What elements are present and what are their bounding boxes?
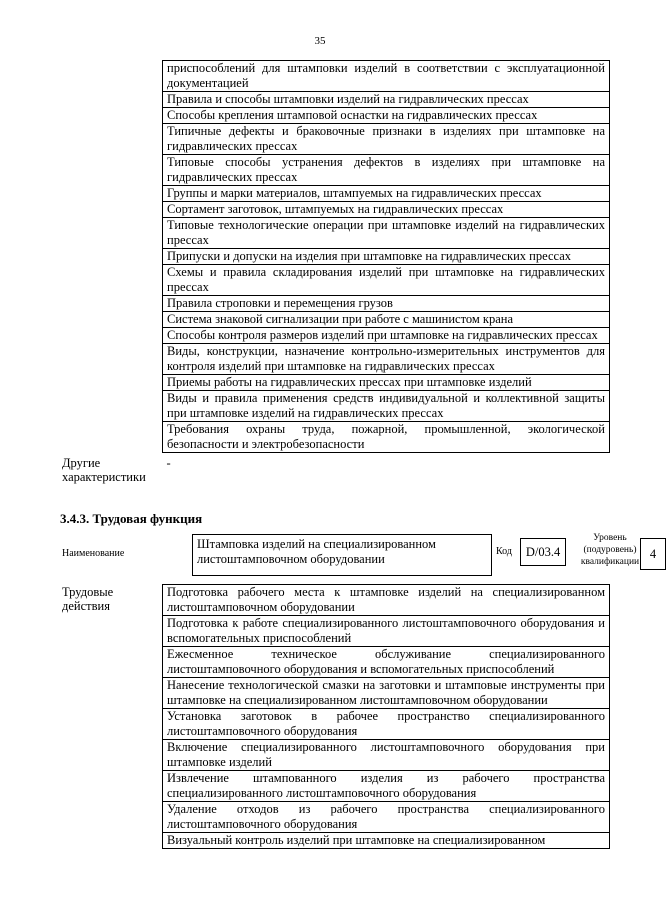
section-title: 3.4.3. Трудовая функция [60, 511, 203, 526]
list-item: Нанесение технологической смазки на заготовки и штамповые инструменты при штамповке на специализированном листоштамповочном оборудовании [163, 678, 610, 709]
list-item: Подготовка рабочего места к штамповке изделий на специализированном листоштамповочном оборудовании [163, 585, 610, 616]
page-number: 35 [314, 35, 326, 47]
list-item: приспособлений для штамповки изделий в соответствии с эксплуатационной документацией [163, 61, 610, 92]
table-row [58, 585, 610, 616]
table-row [58, 108, 610, 124]
list-item: Установка заготовок в рабочее пространство специализированного листоштамповочного оборудования [163, 709, 610, 740]
level-label: Уровень (подуровень) квалификации [580, 533, 640, 567]
table-row [58, 771, 610, 802]
table-row [58, 124, 610, 155]
table-row [58, 616, 610, 647]
actions-table [58, 584, 610, 849]
other-label: Другие характеристики [62, 455, 146, 484]
code-value: D/03.4 [520, 538, 566, 566]
list-item: Правила и способы штамповки изделий на гидравлических прессах [163, 92, 610, 108]
list-item: Подготовка к работе специализированного листоштамповочного оборудования и вспомогательных приспособлений [163, 616, 610, 647]
table-row [58, 186, 610, 202]
table-row [58, 453, 610, 484]
list-item: Правила строповки и перемещения грузов [163, 296, 610, 312]
list-item: Ежесменное техническое обслуживание специализированного листоштамповочного оборудования и вспомогательных приспособлений [163, 647, 610, 678]
table-row [58, 391, 610, 422]
list-item: Группы и марки материалов, штампуемых на гидравлических прессах [163, 186, 610, 202]
table-row [58, 802, 610, 833]
name-label: Наименование [62, 548, 125, 559]
table-row [58, 375, 610, 391]
table-row [58, 833, 610, 849]
table-row [58, 202, 610, 218]
table-row [58, 647, 610, 678]
table-row [58, 709, 610, 740]
list-item: Система знаковой сигнализации при работе с машинистом крана [163, 312, 610, 328]
list-item: Типовые технологические операции при штамповке изделий на гидравлических прессах [163, 218, 610, 249]
list-item: Типичные дефекты и браковочные признаки в изделиях при штамповке на гидравлических прессах [163, 124, 610, 155]
code-label: Код [496, 546, 512, 557]
list-item: Припуски и допуски на изделия при штамповке на гидравлических прессах [163, 249, 610, 265]
list-item: Визуальный контроль изделий при штамповке на специализированном [163, 833, 610, 849]
table-row [58, 740, 610, 771]
list-item: Сортамент заготовок, штампуемых на гидравлических прессах [163, 202, 610, 218]
table-row [58, 422, 610, 453]
table-row [58, 218, 610, 249]
table-row [58, 61, 610, 92]
list-item: Виды и правила применения средств индивидуальной и коллективной защиты при штамповке изделий на гидравлических прессах [163, 391, 610, 422]
list-item: Схемы и правила складирования изделий при штамповке на гидравлических прессах [163, 265, 610, 296]
list-item: Способы крепления штамповой оснастки на гидравлических прессах [163, 108, 610, 124]
list-item: Извлечение штампованного изделия из рабочего пространства специализированного листоштамповочного оборудования [163, 771, 610, 802]
list-item: Требования охраны труда, пожарной, промышленной, экологической безопасности и электробезопасности [163, 422, 610, 453]
other-value: - [166, 456, 171, 470]
function-header [58, 532, 657, 576]
table-row [58, 296, 610, 312]
table-row [58, 155, 610, 186]
row-label: Трудовые действия [62, 584, 114, 613]
table-row [58, 92, 610, 108]
table-row [58, 344, 610, 375]
level-value: 4 [640, 538, 666, 570]
list-item: Виды, конструкции, назначение контрольно-измерительных инструментов для контроля изделий при штамповке на гидравлических прессах [163, 344, 610, 375]
name-value: Штамповка изделий на специализированном листоштамповочном оборудовании [192, 534, 492, 576]
table-row [58, 265, 610, 296]
table-row [58, 312, 610, 328]
table-row [58, 678, 610, 709]
list-item: Приемы работы на гидравлических прессах при штамповке изделий [163, 375, 610, 391]
table-row [58, 249, 610, 265]
list-item: Включение специализированного листоштамповочного оборудования при штамповке изделий [163, 740, 610, 771]
knowledge-table [58, 60, 610, 484]
list-item: Способы контроля размеров изделий при штамповке на гидравлических прессах [163, 328, 610, 344]
list-item: Типовые способы устранения дефектов в изделиях при штамповке на гидравлических прессах [163, 155, 610, 186]
table-row [58, 328, 610, 344]
list-item: Удаление отходов из рабочего пространства специализированного листоштамповочного оборудования [163, 802, 610, 833]
